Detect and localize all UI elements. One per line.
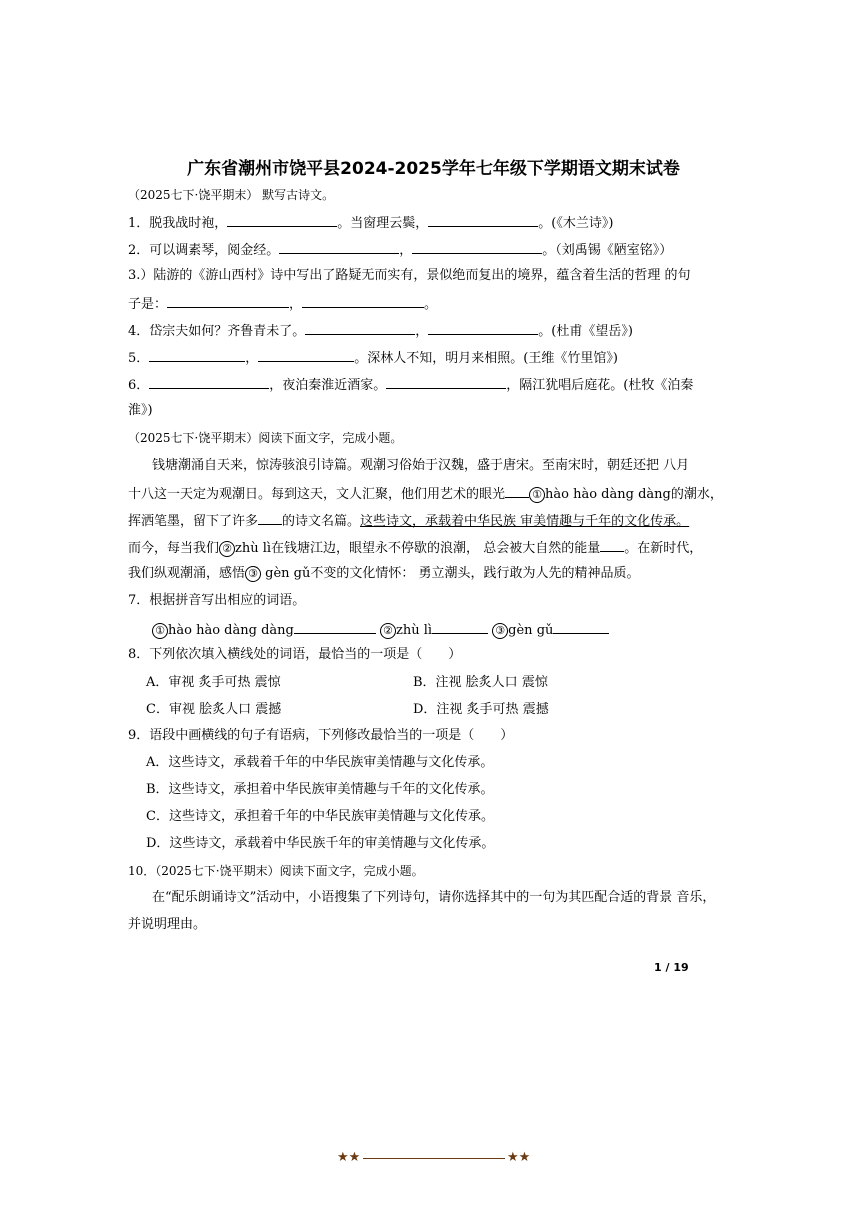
answer-blank[interactable]: [505, 485, 529, 498]
question-10: 10．（2025七下·饶平期末）阅读下面文字，完成小题。: [128, 864, 424, 878]
footer-divider: [363, 1158, 505, 1159]
answer-blank[interactable]: [386, 376, 506, 389]
question-1: 1．脱我战时袍， 。当窗理云鬓， 。(《木兰诗》): [128, 216, 614, 231]
answer-blank[interactable]: [167, 295, 289, 308]
answer-blank[interactable]: [428, 214, 538, 227]
answer-blank[interactable]: [294, 621, 376, 634]
circled-number-2: ②: [219, 541, 235, 557]
question-3-line-2: 子是： ， 。: [128, 297, 438, 312]
question-6: 6． ，夜泊秦淮近酒家。 ，隔江犹唱后庭花。(杜牧《泊秦: [128, 378, 694, 393]
option-b[interactable]: B．这些诗文，承担着中华民族审美情趣与千年的文化传承。: [146, 782, 494, 797]
circled-number-2: ②: [380, 623, 396, 639]
circled-number-3: ③: [492, 623, 508, 639]
passage-line-3: 挥洒笔墨，留下了许多 的诗文名篇。这些诗文，承载着中华民族 审美情趣与千年的文化传承。: [128, 514, 690, 529]
question-6-line-2: 淮》): [128, 403, 153, 418]
section-intro-2: （2025七下·饶平期末）阅读下面文字，完成小题。: [128, 431, 403, 445]
question-4: 4．岱宗夫如何？齐鲁青未了。 ， 。(杜甫《望岳》): [128, 324, 633, 339]
circled-number-3: ③: [245, 566, 261, 582]
question-10-line-2: 并说明理由。: [128, 917, 207, 932]
answer-blank[interactable]: [279, 241, 399, 254]
answer-blank[interactable]: [305, 322, 415, 335]
question-5: 5． ， 。深林人不知，明月来相照。(王维《竹里馆》): [128, 351, 618, 366]
answer-blank[interactable]: [258, 349, 354, 362]
answer-blank[interactable]: [302, 295, 424, 308]
question-10-line-1: 在“配乐朗诵诗文”活动中，小语搜集了下列诗句，请你选择其中的一句为其匹配合适的背景 音乐，: [152, 890, 716, 905]
option-d[interactable]: D．注视 炙手可热 震撼: [413, 702, 549, 717]
passage-line-5: 我们纵观潮涌，感悟 ③ gèn gǔ不变的文化情怀： 勇立潮头，践行敢为人先的精神品质。: [128, 566, 640, 581]
question-8: 8．下列依次填入横线处的词语，最恰当的一项是（ ）: [128, 647, 462, 662]
answer-blank[interactable]: [428, 322, 538, 335]
passage-line-2: 十八这一天定为观潮日。每到这天，文人汇聚，他们用艺术的眼光 ① hào hào dàng dàng的潮水，: [128, 487, 723, 502]
answer-blank[interactable]: [553, 621, 609, 634]
question-2: 2．可以调素琴，阅金经。 ， 。（刘禹锡《陋室铭》）: [128, 243, 673, 258]
option-d[interactable]: D．这些诗文，承载着中华民族千年的审美情趣与文化传承。: [146, 836, 495, 851]
option-c[interactable]: C．这些诗文，承担着千年的中华民族审美情趣与文化传承。: [146, 809, 494, 824]
answer-blank[interactable]: [600, 539, 624, 552]
section-intro-1: （2025七下·饶平期末） 默写古诗文。: [128, 188, 335, 202]
passage-line-1: 钱塘潮涌自天来，惊涛骇浪引诗篇。观潮习俗始于汉魏，盛于唐宋。至南宋时，朝廷还把 八月: [152, 458, 690, 473]
footer-ornament: [337, 1150, 533, 1166]
page-number: 1 / 19: [654, 961, 689, 974]
page-title: 广东省潮州市饶平县2024-2025学年七年级下学期语文期末试卷: [187, 159, 680, 179]
question-9: 9．语段中画横线的句子有语病，下列修改最恰当的一项是（ ）: [128, 728, 514, 743]
star-icon: ★★: [507, 1150, 531, 1165]
question-7: 7．根据拼音写出相应的词语。: [128, 593, 306, 608]
answer-blank[interactable]: [258, 512, 282, 525]
option-b[interactable]: B．注视 脍炙人口 震惊: [413, 675, 548, 690]
question-7-blanks: ① hào hào dàng dàng ② zhù lì ③ gèn gǔ: [152, 621, 609, 639]
circled-number-1: ①: [152, 623, 168, 639]
answer-blank[interactable]: [149, 349, 245, 362]
question-3-line-1: 3.）陆游的《游山西村》诗中写出了路疑无而实有，景似绝而复出的境界，蕴含着生活的哲理 的句: [128, 268, 691, 283]
option-a[interactable]: A．这些诗文，承载着千年的中华民族审美情趣与文化传承。: [146, 755, 494, 770]
underlined-sentence: 这些诗文，承载着中华民族 审美情趣与千年的文化传承。: [360, 514, 690, 529]
star-icon: ★★: [337, 1150, 361, 1165]
passage-line-4: 而今，每当我们 ② zhù lì在钱塘江边，眼望永不停歇的浪潮， 总会被大自然的能量 。在新时代，: [128, 541, 703, 556]
answer-blank[interactable]: [412, 241, 542, 254]
circled-number-1: ①: [529, 487, 545, 503]
answer-blank[interactable]: [149, 376, 269, 389]
option-a[interactable]: A．审视 炙手可热 震惊: [146, 675, 281, 690]
answer-blank[interactable]: [432, 621, 488, 634]
answer-blank[interactable]: [227, 214, 337, 227]
option-c[interactable]: C．审视 脍炙人口 震撼: [146, 702, 282, 717]
